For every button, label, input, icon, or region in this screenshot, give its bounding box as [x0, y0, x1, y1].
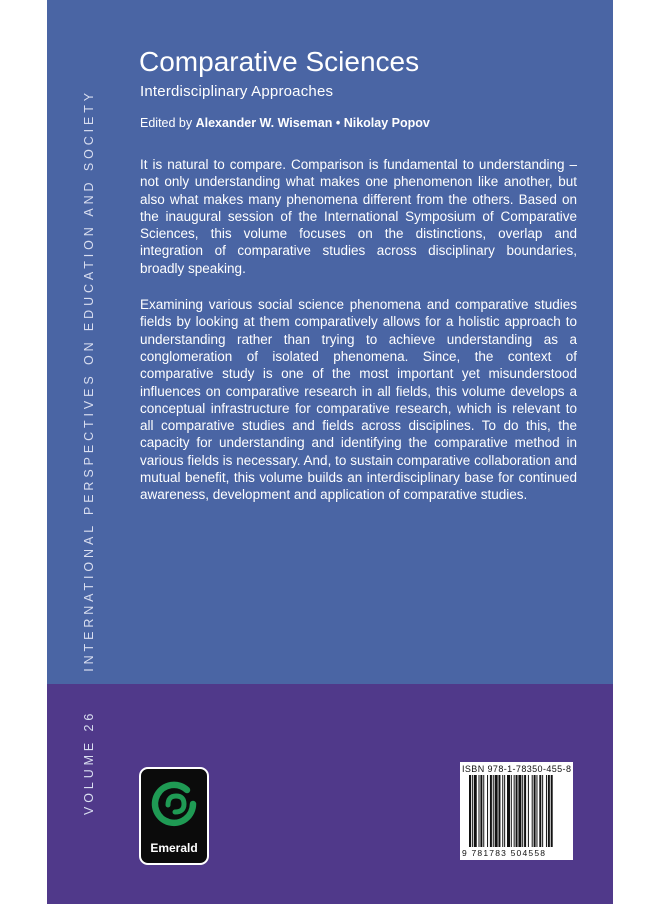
emerald-e-icon [149, 778, 199, 830]
blurb-paragraph: Examining various social science phenomena and comparative studies fields by looking at them comparatively allows for a holistic approach to understanding rather than trying to achieve understanding as a conglomeration of isolated phenomena. Since, the context of comparative study is one of the most important yet misunderstood influences on comparative research in all fields, this volume develops a conceptual infrastructure for comparative research, which is relevant to all comparative studies and fields across disciplines. To do this, the capacity for understanding and identifying the comparative method in various fields is necessary. And, to sustain comparative collaboration and mutual benefit, this volume builds an interdisciplinary base for continued awareness, development and application of comparative studies. [140, 297, 577, 503]
editor-name: Alexander W. Wiseman [195, 116, 333, 130]
book-title: Comparative Sciences [139, 46, 420, 77]
series-spine-text [82, 89, 96, 815]
publisher-name: Emerald [150, 841, 198, 855]
editor-name: Nikolay Popov [343, 116, 430, 130]
barcode-bars [469, 775, 565, 847]
barcode [460, 762, 573, 860]
publisher-logo [139, 767, 209, 865]
book-subtitle: Interdisciplinary Approaches [140, 83, 334, 100]
isbn-label: ISBN 978-1-78350-455-8 [462, 764, 572, 774]
blurb-paragraph: It is natural to compare. Comparison is fundamental to understanding – not only understanding what makes one phenomenon like another, but also what makes many phenomena different from the others. Based on the inaugural session of the International Symposium of Comparative Sciences, this volume focuses on the distinctions, overlap and integration of comparative studies across disciplinary boundaries, broadly speaking. [140, 157, 577, 276]
editor-separator: • [335, 116, 341, 130]
series-volume: VOLUME 26 [82, 709, 96, 816]
back-cover [47, 0, 613, 904]
barcode-digits: 9 781783 504558 [462, 848, 547, 858]
series-name: INTERNATIONAL PERSPECTIVES ON EDUCATION AND SOCIETY [82, 88, 96, 672]
editors-line [140, 116, 430, 130]
edited-by-label: Edited by [140, 116, 193, 130]
blurb [140, 156, 577, 523]
